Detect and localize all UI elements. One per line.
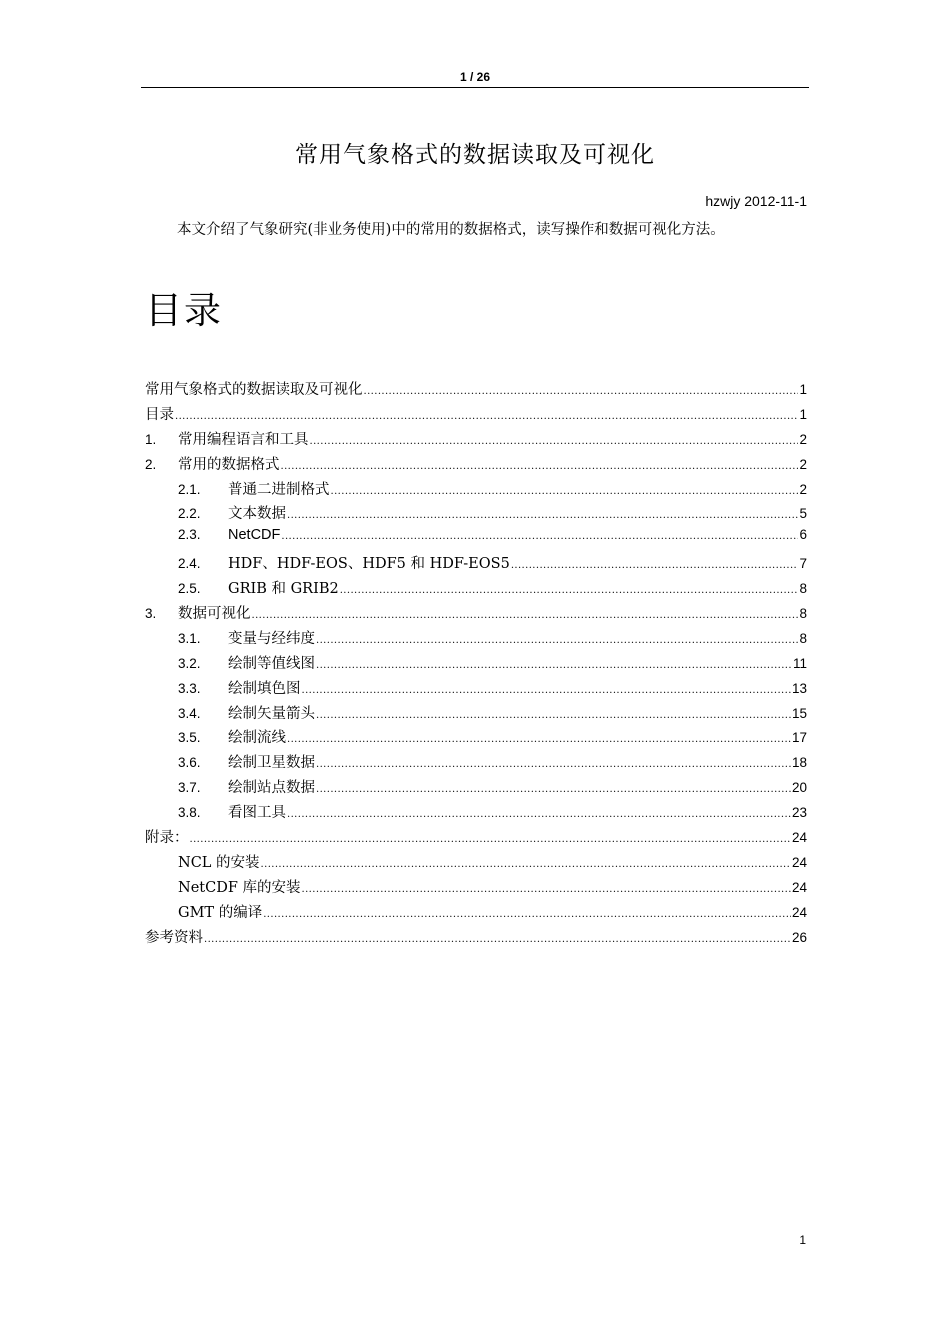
toc-entry[interactable] bbox=[145, 527, 807, 552]
toc-entry-page: 1 bbox=[799, 382, 807, 397]
toc-entry-number: 2.2. bbox=[178, 506, 201, 522]
toc-entry-label: 绘制填色图 bbox=[228, 680, 301, 697]
toc-entry-label: 数据可视化 bbox=[178, 606, 251, 623]
toc-leader bbox=[316, 759, 791, 770]
toc-entry-label: 常用的数据格式 bbox=[178, 456, 280, 473]
toc-leader bbox=[331, 486, 799, 497]
toc-entry-page: 26 bbox=[791, 929, 807, 945]
toc-entry-page: 13 bbox=[791, 680, 807, 696]
toc-leader bbox=[364, 386, 799, 397]
toc-entry-page: 5 bbox=[799, 506, 807, 522]
toc-entry-page: 2 bbox=[799, 481, 807, 497]
document-title: 常用气象格式的数据读取及可视化 bbox=[295, 142, 655, 168]
table-of-contents bbox=[145, 378, 807, 950]
toc-entry-label: 附录： bbox=[145, 830, 189, 847]
toc-entry[interactable] bbox=[145, 926, 807, 951]
toc-entry-label: NCL 的安装 bbox=[178, 854, 260, 871]
author-date: hzwjy 2012-11-1 bbox=[705, 193, 807, 209]
toc-entry-label: NetCDF bbox=[228, 527, 281, 544]
toc-leader bbox=[316, 635, 798, 646]
toc-entry-label: 变量与经纬度 bbox=[228, 630, 315, 647]
toc-entry-page: 1 bbox=[799, 406, 807, 422]
toc-entry-label: NetCDF 库的安装 bbox=[178, 879, 301, 896]
toc-entry[interactable] bbox=[145, 378, 807, 403]
intro-paragraph: 本文介绍了气象研究(非业务使用)中的常用的数据格式，读写操作和数据可视化方法。 bbox=[177, 222, 725, 238]
toc-entry-page: 24 bbox=[791, 854, 807, 870]
toc-entry-page: 17 bbox=[791, 730, 807, 746]
toc-entry-page: 15 bbox=[791, 705, 807, 721]
toc-leader bbox=[302, 685, 791, 696]
toc-entry-page: 20 bbox=[791, 780, 807, 796]
toc-entry-page: 2 bbox=[799, 431, 807, 447]
toc-entry-label: 文本数据 bbox=[228, 506, 286, 523]
toc-entry-label: 绘制流线 bbox=[228, 730, 286, 747]
toc-entry-number: 3.5. bbox=[178, 730, 201, 746]
page-indicator: 1 / 26 bbox=[459, 70, 491, 84]
toc-entry-number: 3.6. bbox=[178, 755, 201, 771]
toc-entry-page: 23 bbox=[791, 805, 807, 821]
header-rule bbox=[141, 87, 809, 88]
toc-entry-label: 普通二进制格式 bbox=[228, 481, 330, 498]
toc-entry-label: GMT 的编译 bbox=[178, 904, 263, 921]
toc-entry-label: GRIB 和 GRIB2 bbox=[228, 581, 339, 598]
toc-leader bbox=[287, 510, 798, 521]
toc-entry-label: 常用编程语言和工具 bbox=[178, 431, 309, 448]
toc-leader bbox=[175, 411, 798, 422]
toc-entry[interactable] bbox=[145, 478, 807, 503]
toc-entry[interactable] bbox=[145, 726, 807, 751]
toc-entry[interactable] bbox=[145, 453, 807, 478]
toc-leader bbox=[316, 660, 792, 671]
toc-entry[interactable] bbox=[145, 801, 807, 826]
toc-entry[interactable] bbox=[145, 876, 807, 901]
toc-leader bbox=[190, 834, 791, 845]
toc-entry-number: 2.1. bbox=[178, 481, 201, 497]
toc-entry[interactable] bbox=[145, 776, 807, 801]
toc-entry[interactable] bbox=[145, 577, 807, 602]
toc-entry-number: 3.2. bbox=[178, 655, 201, 671]
toc-leader bbox=[204, 934, 791, 945]
toc-entry-label: 目录 bbox=[145, 406, 174, 423]
toc-entry-page: 18 bbox=[791, 755, 807, 771]
toc-entry-number: 2. bbox=[145, 456, 157, 472]
toc-entry-page: 24 bbox=[791, 830, 807, 846]
toc-leader bbox=[316, 710, 791, 721]
toc-entry[interactable] bbox=[145, 826, 807, 851]
toc-entry-page: 24 bbox=[791, 879, 807, 895]
toc-entry[interactable] bbox=[145, 751, 807, 776]
toc-entry-label: 绘制站点数据 bbox=[228, 780, 315, 797]
toc-entry[interactable] bbox=[145, 702, 807, 727]
toc-leader bbox=[281, 531, 798, 542]
toc-leader bbox=[316, 784, 791, 795]
toc-entry-number: 1. bbox=[145, 431, 157, 447]
toc-entry-page: 8 bbox=[799, 606, 807, 622]
toc-entry-page: 24 bbox=[791, 904, 807, 920]
toc-entry-number: 3.4. bbox=[178, 705, 201, 721]
toc-leader bbox=[287, 809, 791, 820]
toc-entry-page: 2 bbox=[799, 456, 807, 472]
toc-entry-number: 3.8. bbox=[178, 805, 201, 821]
toc-entry[interactable] bbox=[145, 677, 807, 702]
toc-leader bbox=[511, 560, 799, 571]
toc-heading: 目录 bbox=[145, 289, 223, 332]
toc-leader bbox=[310, 436, 799, 447]
toc-entry[interactable] bbox=[145, 652, 807, 677]
toc-entry-number: 3.3. bbox=[178, 680, 201, 696]
toc-entry-page: 8 bbox=[799, 581, 807, 597]
toc-entry[interactable] bbox=[145, 403, 807, 428]
toc-entry-page: 6 bbox=[799, 527, 807, 543]
toc-leader bbox=[281, 461, 799, 472]
toc-entry-page: 11 bbox=[792, 655, 807, 671]
toc-entry-label: 参考资料 bbox=[145, 929, 203, 946]
toc-entry-number: 3.1. bbox=[178, 630, 201, 646]
toc-entry-label: 绘制卫星数据 bbox=[228, 755, 315, 772]
toc-entry[interactable] bbox=[145, 502, 807, 527]
toc-entry[interactable] bbox=[145, 627, 807, 652]
toc-entry-label: 看图工具 bbox=[228, 805, 286, 822]
toc-entry[interactable] bbox=[145, 552, 807, 577]
toc-entry-page: 8 bbox=[799, 630, 807, 646]
toc-entry-label: 绘制矢量箭头 bbox=[228, 705, 315, 722]
toc-leader bbox=[340, 585, 799, 596]
toc-entry-label: HDF、HDF-EOS、HDF5 和 HDF-EOS5 bbox=[228, 556, 510, 573]
page-number: 1 bbox=[799, 1233, 806, 1247]
toc-entry[interactable] bbox=[145, 851, 807, 876]
toc-entry-number: 2.5. bbox=[178, 581, 201, 597]
toc-entry-number: 2.4. bbox=[178, 556, 201, 572]
toc-entry[interactable] bbox=[145, 602, 807, 627]
toc-entry-number: 2.3. bbox=[178, 527, 201, 543]
toc-leader bbox=[287, 734, 791, 745]
toc-entry[interactable] bbox=[145, 901, 807, 926]
toc-entry-number: 3. bbox=[145, 606, 157, 622]
toc-leader bbox=[252, 610, 799, 621]
toc-leader bbox=[261, 859, 791, 870]
toc-entry[interactable] bbox=[145, 428, 807, 453]
toc-entry-number: 3.7. bbox=[178, 780, 201, 796]
toc-entry-label: 常用气象格式的数据读取及可视化 bbox=[145, 382, 363, 398]
toc-leader bbox=[263, 909, 791, 920]
toc-leader bbox=[302, 884, 791, 895]
toc-entry-label: 绘制等值线图 bbox=[228, 655, 315, 672]
toc-entry-page: 7 bbox=[799, 556, 807, 572]
